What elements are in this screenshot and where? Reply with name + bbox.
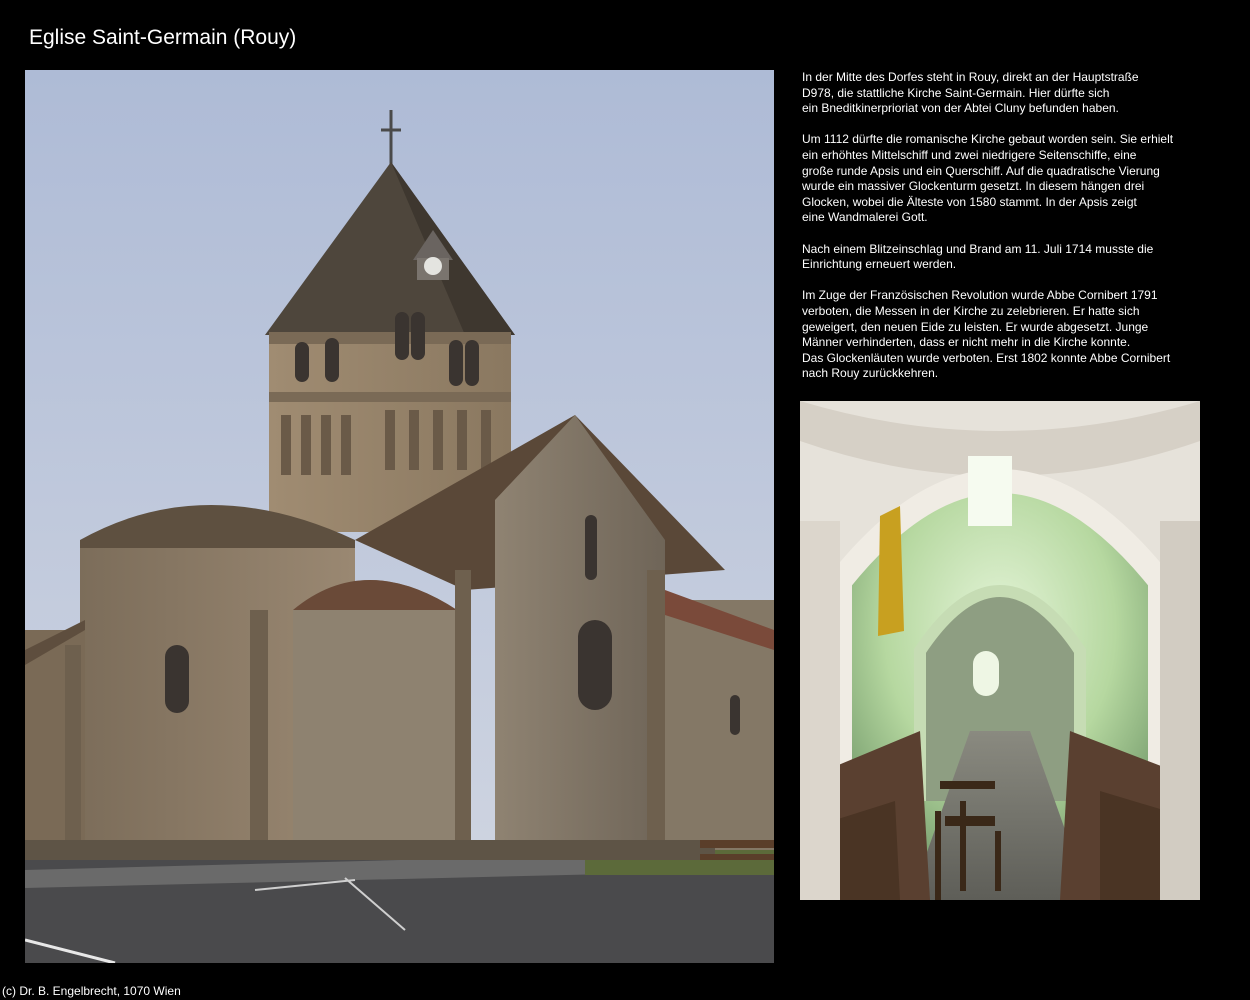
text-line: eine Wandmalerei Gott. [802, 210, 928, 225]
text-line: nach Rouy zurückkehren. [802, 366, 939, 381]
text-line: Männer verhinderten, dass er nicht mehr in die Kirche konnte. [802, 335, 1131, 350]
text-line: ein erhöhtes Mittelschiff und zwei niedrigere Seitenschiffe, eine [802, 147, 1137, 162]
text-line: Im Zuge der Französischen Revolution wurde Abbe Cornibert 1791 [802, 288, 1158, 303]
paragraph-intro [802, 70, 1202, 117]
text-line: Einrichtung erneuert werden. [802, 257, 957, 272]
description-text [802, 70, 1202, 397]
church-interior-image [800, 401, 1200, 900]
text-line: Nach einem Blitzeinschlag und Brand am 11. Juli 1714 musste die [802, 241, 1154, 256]
text-line: D978, die stattliche Kirche Saint-Germain. Hier dürfte sich [802, 85, 1110, 100]
text-line: Glocken, wobei die Älteste von 1580 stammt. In der Apsis zeigt [802, 194, 1137, 209]
text-line: verboten, die Messen in der Kirche zu zelebrieren. Er hatte sich [802, 303, 1140, 318]
text-line: große runde Apsis und ein Querschiff. Auf die quadratische Vierung [802, 163, 1160, 178]
text-line: Das Glockenläuten wurde verboten. Erst 1802 konnte Abbe Cornibert [802, 350, 1171, 365]
copyright-footer: (c) Dr. B. Engelbrecht, 1070 Wien [2, 984, 181, 998]
church-exterior-photo [25, 70, 774, 963]
church-interior-photo [800, 401, 1200, 900]
page-title: Eglise Saint-Germain (Rouy) [29, 26, 297, 49]
text-line: ein Bneditkinerprioriat von der Abtei Cluny befunden haben. [802, 101, 1119, 116]
text-line: In der Mitte des Dorfes steht in Rouy, direkt an der Hauptstraße [802, 70, 1139, 84]
text-line: geweigert, den neuen Eide zu leisten. Er wurde abgesetzt. Junge [802, 319, 1149, 334]
paragraph-revolution [802, 288, 1202, 382]
text-line: Um 1112 dürfte die romanische Kirche gebaut worden sein. Sie erhielt [802, 132, 1174, 147]
paragraph-fire [802, 242, 1202, 273]
text-line: wurde ein massiver Glockenturm gesetzt. In diesem hängen drei [802, 179, 1145, 194]
church-exterior-image [25, 70, 774, 963]
paragraph-history [802, 132, 1202, 226]
